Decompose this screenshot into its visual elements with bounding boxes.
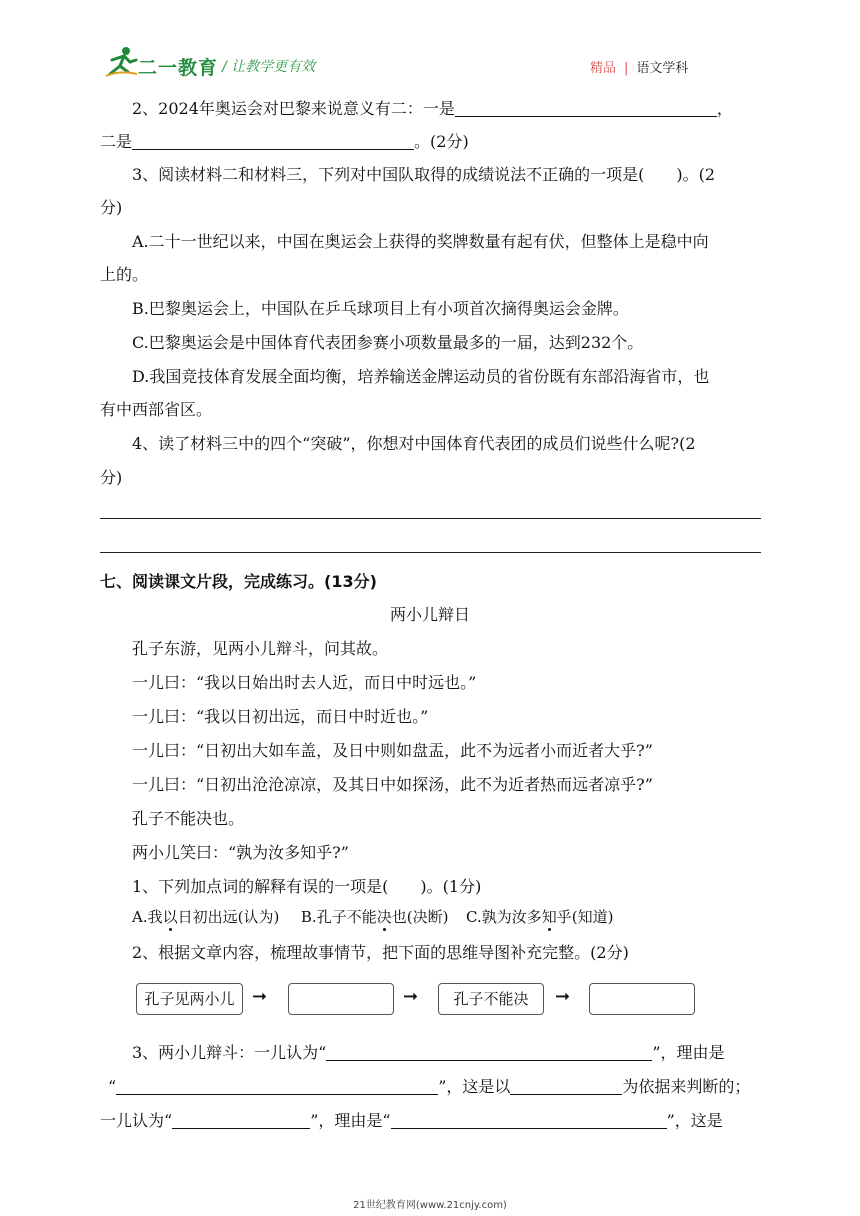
answer-blank[interactable] (391, 1110, 667, 1129)
sq1-stem: 1、下列加点词的解释有误的一项是( )。(1分) (132, 877, 482, 896)
sq3-line3: 一儿认为“ ”，理由是“ ”，这是 (100, 1111, 723, 1130)
logo-text: 二一教育 (138, 57, 219, 79)
sq1-option-c: C.孰为汝多知乎(知道) (466, 908, 614, 926)
answer-blank[interactable] (455, 98, 717, 117)
page-footer: 21世纪教育网(www.21cnjy.com) (353, 1200, 507, 1211)
answer-blank[interactable] (172, 1110, 310, 1129)
q4-stem-cont: 分) (100, 468, 123, 487)
mindmap-box-2-blank[interactable] (288, 983, 394, 1015)
q2-line1 (132, 98, 733, 120)
q4-stem: 4、读了材料三中的四个“突破”，你想对中国体育代表团的成员们说些什么呢?(2 (132, 434, 696, 453)
sq1-options (132, 906, 613, 928)
answer-line[interactable] (100, 552, 761, 553)
sq2-stem: 2、根据文章内容，梳理故事情节，把下面的思维导图补充完整。(2分) (132, 943, 629, 962)
q3-option-c: C.巴黎奥运会是中国体育代表团参赛小项数量最多的一届，达到232个。 (132, 333, 644, 352)
passage-line: 两小儿笑曰：“孰为汝多知乎?” (132, 843, 349, 862)
mindmap-box-3: 孔子不能决 (438, 983, 544, 1015)
answer-blank[interactable] (326, 1042, 652, 1061)
passage-line: 孔子不能决也。 (132, 809, 245, 828)
q2-line2 (100, 131, 469, 153)
slogan: / 让教学更有效 (222, 59, 316, 75)
quality-label: 精品 (590, 61, 617, 76)
q3-stem-cont: 分) (100, 198, 123, 217)
q3-option-a-cont: 上的。 (100, 265, 149, 284)
passage-title: 两小儿辩日 (389, 605, 470, 624)
sq3-line2: “ ”，这是以 为依据来判断的； (108, 1077, 751, 1096)
runner-logo-icon (104, 46, 138, 78)
q2-text-d: 。(2分) (414, 132, 469, 151)
q3-stem: 3、阅读材料二和材料三，下列对中国队取得的成绩说法不正确的一项是( )。(2 (132, 165, 716, 184)
arrow-right-icon: ➞ (252, 986, 268, 1007)
section-heading: 七、阅读课文片段，完成练习。(13分) (100, 572, 377, 591)
divider: | (624, 61, 629, 76)
mindmap-box-1: 孔子见两小儿 (136, 983, 243, 1015)
q2-text-b: ， (716, 99, 733, 118)
passage-line: 一儿曰：“我以日初出远，而日中时近也。” (132, 707, 429, 726)
sq3-line1: 3、两小儿辩斗：一儿认为“ ”，理由是 (132, 1043, 725, 1062)
q3-option-a: A.二十一世纪以来，中国在奥运会上获得的奖牌数量有起有伏，但整体上是稳中向 (132, 232, 709, 251)
passage-line: 一儿曰：“我以日始出时去人近，而日中时远也。” (132, 673, 477, 692)
mindmap-box-4-blank[interactable] (589, 983, 695, 1015)
q2-text-a: 2、2024年奥运会对巴黎来说意义有二：一是 (132, 99, 455, 118)
passage-line: 一儿曰：“日初出大如车盖，及日中则如盘盂，此不为远者小而近者大乎?” (132, 741, 653, 760)
answer-blank[interactable] (132, 131, 414, 150)
q3-option-b: B.巴黎奥运会上，中国队在乒乓球项目上有小项首次摘得奥运会金牌。 (132, 299, 629, 318)
sq1-option-a: A.我以日初出远(认为) (132, 908, 280, 926)
page-header (0, 0, 860, 90)
answer-blank[interactable] (116, 1076, 438, 1095)
sq1-option-b: B.孔子不能决也(决断) (300, 908, 449, 926)
arrow-right-icon: ➞ (403, 986, 419, 1007)
q2-text-c: 二是 (100, 132, 133, 151)
q3-option-d: D.我国竞技体育发展全面均衡，培养输送金牌运动员的省份既有东部沿海省市，也 (132, 367, 710, 386)
answer-line[interactable] (100, 518, 761, 519)
answer-blank[interactable] (510, 1076, 622, 1095)
brand-label (590, 57, 688, 76)
passage-line: 一儿曰：“日初出沧沧凉凉，及其日中如探汤，此不为近者热而远者凉乎?” (132, 775, 653, 794)
subject-label: 语文学科 (636, 61, 689, 76)
arrow-right-icon: ➞ (555, 986, 571, 1007)
passage-line: 孔子东游，见两小儿辩斗，问其故。 (132, 639, 389, 658)
q3-option-d-cont: 有中西部省区。 (100, 400, 213, 419)
